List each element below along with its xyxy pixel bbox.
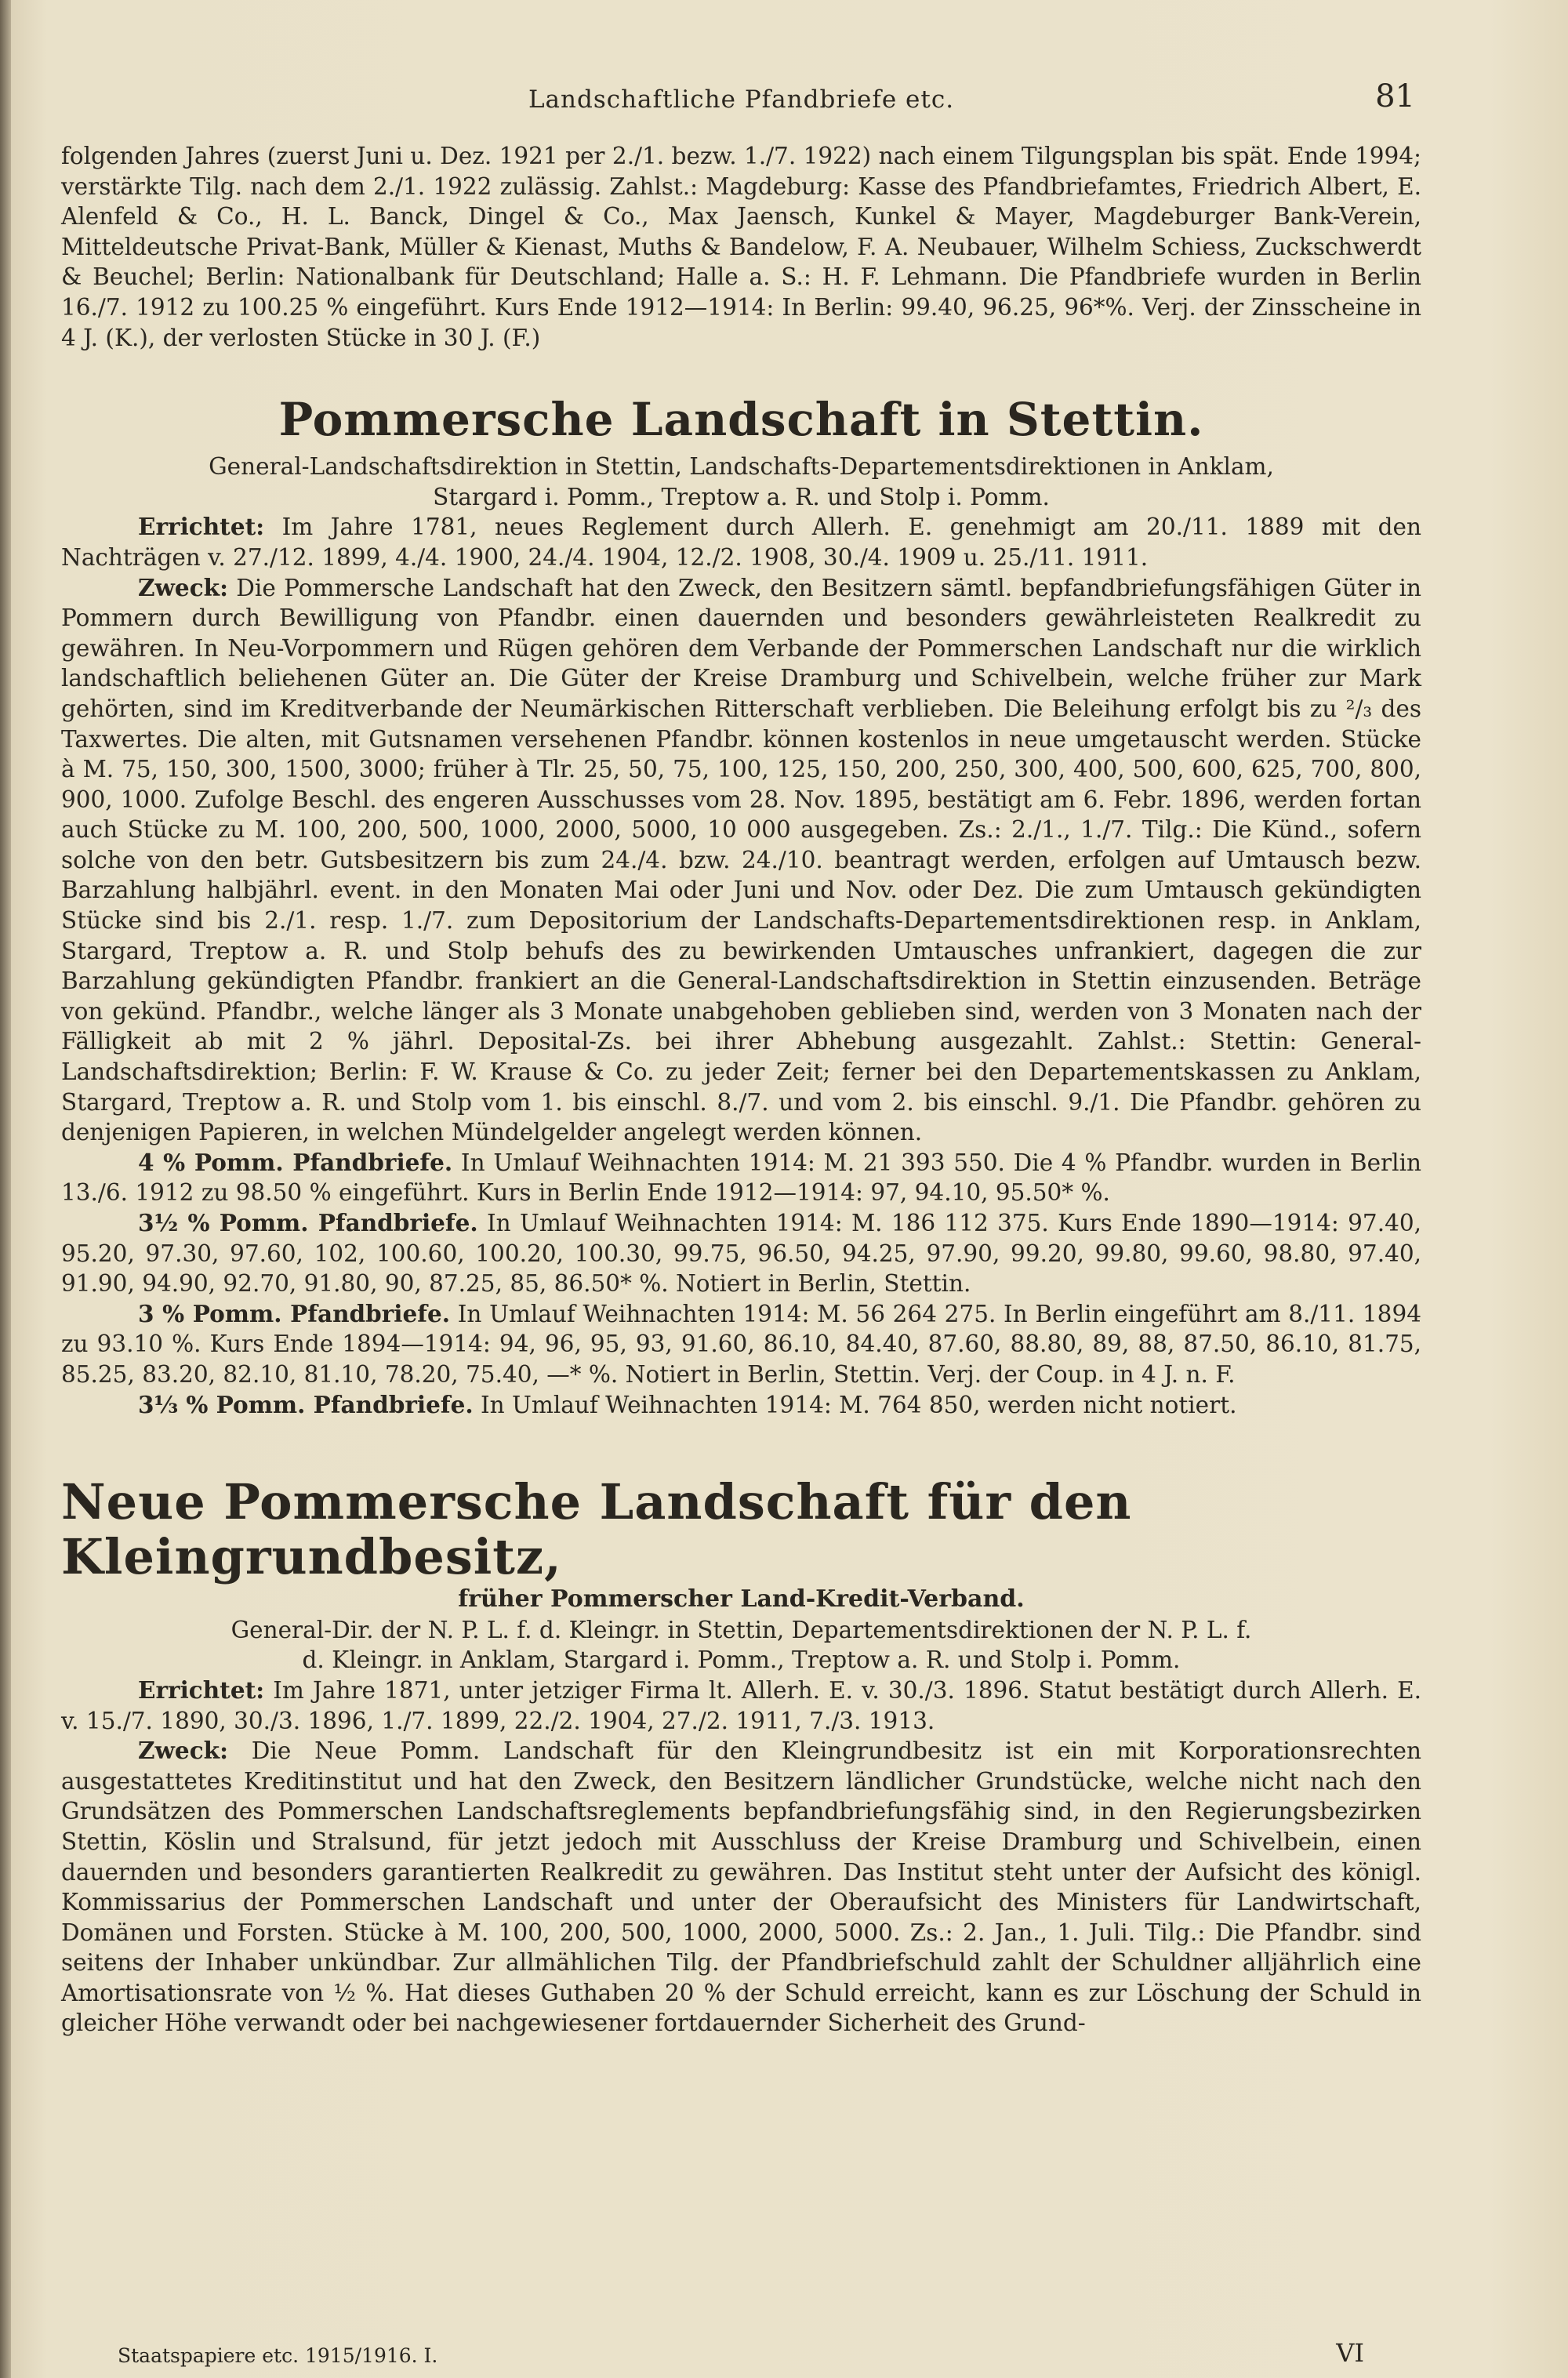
- page-number: 81: [1375, 78, 1415, 114]
- zweck-text: Die Pommersche Landschaft hat den Zweck, den Besitzern sämtl. bepfandbriefungsfähigen Güter in Pommern durch Bewilligung von Pfandbr. einen dauernden und besonders gewährleisteten Realkredit zu gewähren. In Neu-Vorpommern und Rügen gehören dem Verbande der Pommerschen Landschaft nur die wirklich landschaftlich beliehenen Güter an. Die Güter der Kreise Dramburg und Schivelbein, welche früher zur Mark gehörten, sind im Kreditverbande der Neumärkischen Ritterschaft verblieben. Die Beleihung erfolgt bis zu ²/₃ des Taxwertes. Die alten, mit Gutsnamen versehenen Pfandbr. können kostenlos in neue umgetauscht werden. Stücke à M. 75, 150, 300, 1500, 3000; früher à Tlr. 25, 50, 75, 100, 125, 150, 200, 250, 300, 400, 500, 600, 625, 700, 800, 900, 1000. Zufolge Beschl. des engeren Ausschusses vom 28. Nov. 1895, bestätigt am 6. Febr. 1896, werden fortan auch Stücke zu M. 100, 200, 500, 1000, 2000, 5000, 10 000 ausgegeben. Zs.: 2./1., 1./7. Tilg.: Die Künd., sofern solche von den betr. Gutsbesitzern bis zum 24./4. bzw. 24./10. beantragt werden, erfolgen auf Umtausch bezw. Barzahlung halbjährl. event. in den Monaten Mai oder Juni und Nov. oder Dez. Die zum Umtausch gekündigten Stücke sind bis 2./1. resp. 1./7. zum Depositorium der Landschafts-Departementsdirektionen resp. in Anklam, Stargard, Treptow a. R. und Stolp behufs des zu bewirkenden Umtausches unfrankiert, dagegen die zur Barzahlung gekündigten Pfandbr. frankiert an die General-Landschaftsdirektion in Stettin einzusenden. Beträge von gekünd. Pfandbr., welche länger als 3 Monate unabgehoben geblieben sind, werden von 3 Monaten nach der Fälligkeit ab mit 2 % jährl. Deposital-Zs. bei ihrer Abhebung ausgezahlt. Zahlst.: Stettin: General-Landschaftsdirektion; Berlin: F. W. Krause & Co. zu jeder Zeit; ferner bei den Departementskassen zu Anklam, Stargard, Treptow a. R. und Stolp vom 1. bis einschl. 8./7. und vom 2. bis einschl. 9./1. Die Pfandbr. gehören zu denjenigen Papieren, in welchen Mündelgelder angelegt werden können.: [61, 574, 1421, 1146]
- intro-paragraph: folgenden Jahres (zuerst Juni u. Dez. 1921 per 2./1. bezw. 1./7. 1922) nach einem Tilgungsplan bis spät. Ende 1994; verstärkte Tilg. nach dem 2./1. 1922 zulässig. Zahlst.: Magdeburg: Kasse des Pfandbriefamtes, Friedrich Albert, E. Alenfeld & Co., H. L. Banck, Dingel & Co., Max Jaensch, Kunkel & Mayer, Magdeburger Bank-Verein, Mitteldeutsche Privat-Bank, Müller & Kienast, Muths & Bandelow, F. A. Neubauer, Wilhelm Schiess, Zuckschwerdt & Beuchel; Berlin: Nationalbank für Deutschland; Halle a. S.: H. F. Lehmann. Die Pfandbriefe wurden in Berlin 16./7. 1912 zu 100.25 % eingeführt. Kurs Ende 1912—1914: In Berlin: 99.40, 96.25, 96*%. Verj. der Zinsscheine in 4 J. (K.), der verlosten Stücke in 30 J. (F.): [61, 143, 1421, 351]
- zweck-text: Die Neue Pomm. Landschaft für den Kleingrundbesitz ist ein mit Korporationsrechten ausgestattetes Kreditinstitut und hat den Zweck, den Besitzern ländlicher Grundstücke, welche nicht nach den Grundsätzen des Pommerschen Landschaftsreglements bepfandbriefungsfähig sind, in den Regierungsbezirken Stettin, Köslin und Stralsund, für jetzt jedoch mit Ausschluss der Kreise Dramburg und Schivelbein, einen dauernden und besonders garantierten Realkredit zu gewähren. Das Institut steht unter der Aufsicht des königl. Kommissarius der Pommerschen Landschaft und unter der Oberaufsicht des Ministers für Landwirtschaft, Domänen und Forsten. Stücke à M. 100, 200, 500, 1000, 2000, 5000. Zs.: 2. Jan., 1. Juli. Tilg.: Die Pfandbr. sind seitens der Inhaber unkündbar. Zur allmählichen Tilg. der Pfandbriefschuld zahlt der Schuldner alljährlich eine Amortisationsrate von ½ %. Hat dieses Guthaben 20 % der Schuld erreicht, kann es zur Löschung der Schuld in gleicher Höhe verwandt oder bei nachgewiesener fortdauernder Sicherheit des Grund-: [61, 1737, 1421, 2037]
- pfandbrief-item: [61, 1299, 1421, 1390]
- item-text: In Umlauf Weihnachten 1914: M. 186 112 375. Kurs Ende 1890—1914: 97.40, 95.20, 97.30, 97.60, 102, 100.60, 100.20, 100.30, 99.75, 96.50, 94.25, 97.90, 99.20, 99.80, 99.60, 98.80, 97.40, 91.90, 94.90, 92.70, 91.80, 90, 87.25, 85, 86.50* %. Notiert in Berlin, Stettin.: [61, 1210, 1421, 1298]
- item-label: 4 % Pomm. Pfandbriefe.: [138, 1148, 453, 1176]
- section-neue-pommersche-landschaft: [61, 1475, 1421, 2039]
- directorate-line: General-Landschaftsdirektion in Stettin, Landschafts-Departementsdirektionen in Anklam,: [209, 453, 1274, 481]
- section-subtitle: früher Pommerscher Land-Kredit-Verband.: [458, 1585, 1025, 1614]
- directorate-line: General-Dir. der N. P. L. f. d. Kleingr. in Stettin, Departementsdirektionen der N. P. L. f.: [230, 1616, 1252, 1643]
- item-label: 3 % Pomm. Pfandbriefe.: [138, 1299, 451, 1327]
- running-header: [61, 78, 1421, 141]
- errichtet-text: Im Jahre 1781, neues Reglement durch Allerh. E. genehmigt am 20./11. 1889 mit den Nachträgen v. 27./12. 1899, 4./4. 1900, 24./4. 1904, 12./2. 1908, 30./4. 1909 u. 25./11. 1911.: [61, 514, 1421, 571]
- footer-signature: Staatspapiere etc. 1915/1916. I.: [118, 2344, 438, 2367]
- footer-sheet-mark: VI: [1336, 2338, 1364, 2368]
- zweck-label: Zweck:: [138, 1737, 228, 1765]
- zweck-label: Zweck:: [138, 573, 228, 601]
- errichtet-paragraph: [61, 1675, 1421, 1736]
- errichtet-label: Errichtet:: [138, 513, 265, 541]
- directorate-line: d. Kleingr. in Anklam, Stargard i. Pomm., Treptow a. R. und Stolp i. Pomm.: [302, 1646, 1181, 1674]
- pfandbrief-item: [61, 1208, 1421, 1299]
- errichtet-text: Im Jahre 1871, unter jetziger Firma lt. Allerh. E. v. 30./3. 1896. Statut bestätigt durch Allerh. E. v. 15./7. 1890, 30./3. 1896, 1./7. 1899, 22./2. 1904, 27./2. 1911, 7./3. 1913.: [61, 1676, 1421, 1734]
- section-title: Pommersche Landschaft in Stettin.: [278, 393, 1204, 447]
- section-title: Neue Pommersche Landschaft für den Kleingrundbesitz,: [61, 1473, 1132, 1586]
- item-text: In Umlauf Weihnachten 1914: M. 21 393 550. Die 4 % Pfandbr. wurden in Berlin 13./6. 1912 zu 98.50 % eingeführt. Kurs in Berlin Ende 1912—1914: 97, 94.10, 95.50* %.: [61, 1149, 1422, 1207]
- zweck-paragraph: [61, 1736, 1421, 2039]
- errichtet-label: Errichtet:: [138, 1675, 265, 1704]
- pfandbrief-item: [61, 1148, 1421, 1208]
- item-label: 3⅓ % Pomm. Pfandbriefe.: [138, 1390, 474, 1418]
- book-spine-shadow: [0, 0, 11, 2378]
- item-text: In Umlauf Weihnachten 1914: M. 56 264 275. In Berlin eingeführt am 8./11. 1894 zu 93.10 %. Kurs Ende 1894—1914: 94, 96, 95, 93, 91.60, 86.10, 84.40, 87.60, 88.80, 89, 88, 87.50, 86.10, 81.75, 85.25, 83.20, 82.10, 81.10, 78.20, 75.40, —* %. Notiert in Berlin, Stettin. Verj. der Coup. in 4 J. n. F.: [61, 1300, 1421, 1388]
- errichtet-paragraph: [61, 512, 1421, 572]
- pfandbrief-item: [61, 1390, 1421, 1421]
- page-content: [61, 78, 1421, 2039]
- directorate-line: Stargard i. Pomm., Treptow a. R. und Stolp i. Pomm.: [433, 483, 1050, 510]
- zweck-paragraph: [61, 573, 1421, 1148]
- section-pommersche-landschaft: [61, 392, 1421, 1420]
- item-label: 3½ % Pomm. Pfandbriefe.: [138, 1209, 478, 1236]
- item-text: In Umlauf Weihnachten 1914: M. 764 850, werden nicht notiert.: [481, 1391, 1237, 1418]
- running-title: Landschaftliche Pfandbriefe etc.: [528, 85, 955, 114]
